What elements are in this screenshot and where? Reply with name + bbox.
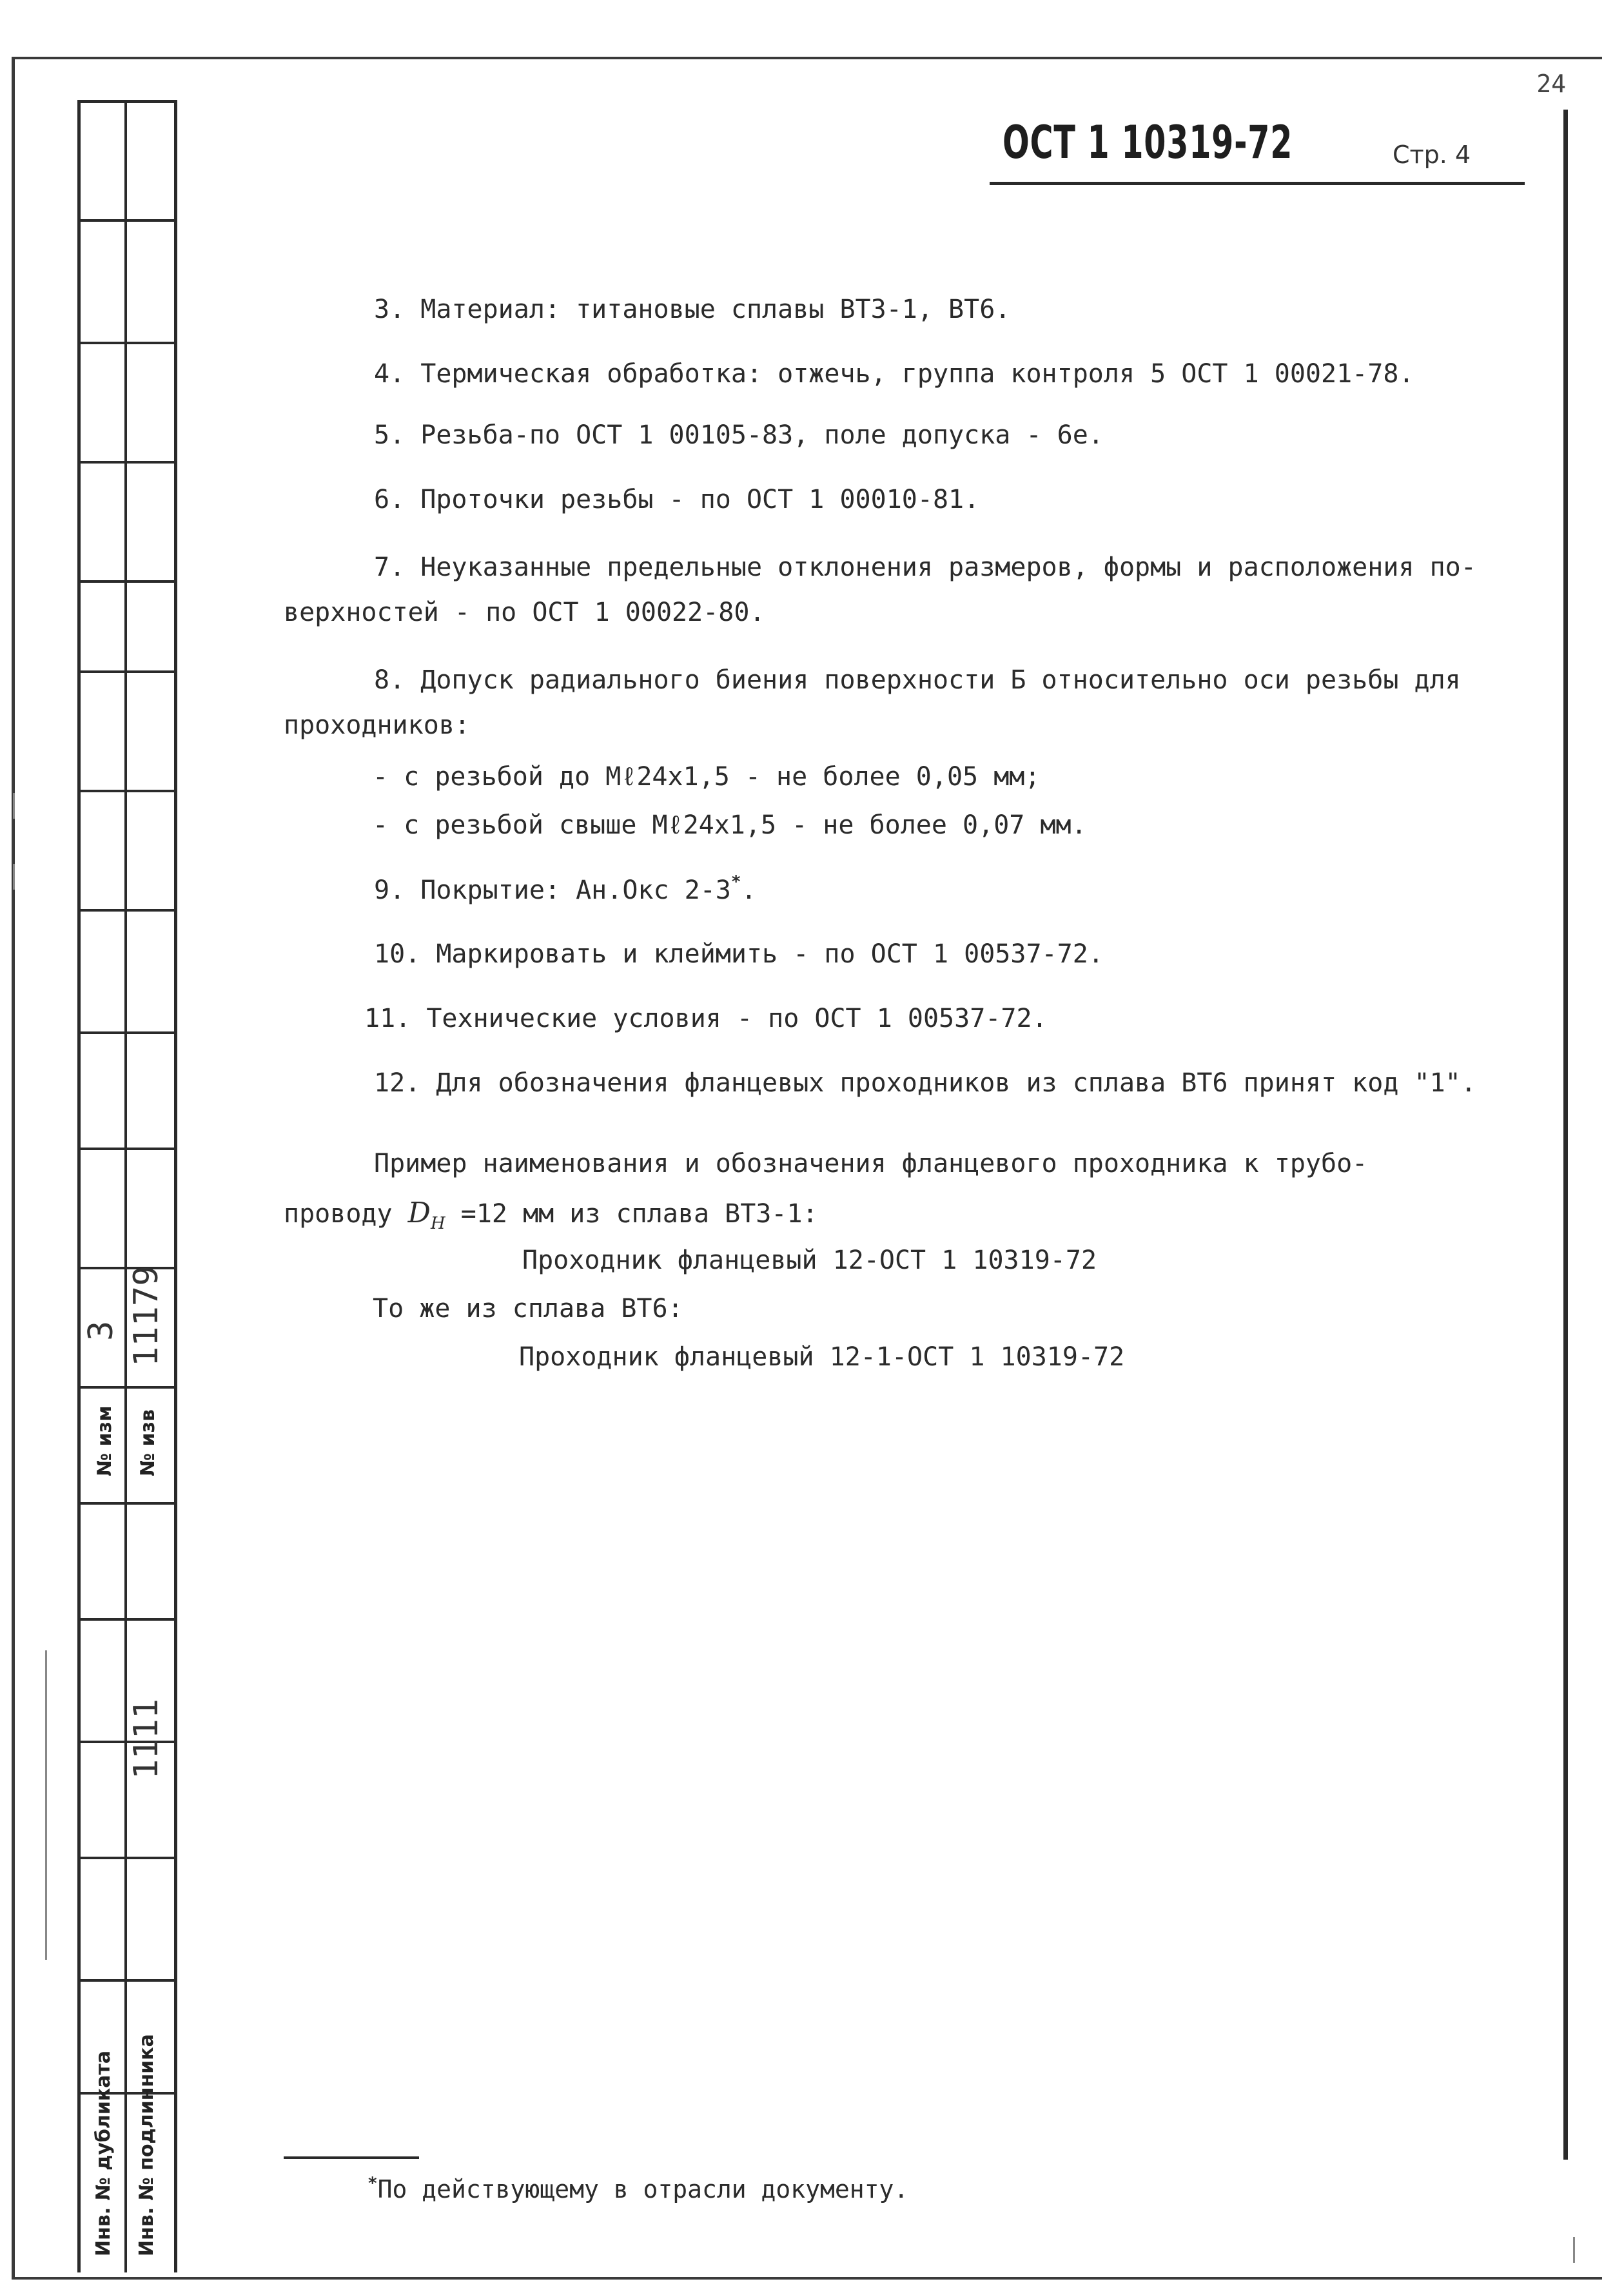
stamp-divider: [77, 790, 174, 792]
example-designation-2: Проходник фланцевый 12-1-ОСТ 1 10319-72: [519, 1342, 1125, 1372]
example-line1: Пример наименования и обозначения фланцевого проходника к трубо-: [374, 1149, 1368, 1178]
stamp-izm-value: 3: [82, 1320, 121, 1341]
side-stamp-strip: [77, 100, 177, 2272]
item-9-text: 9. Покрытие: Ан.Окс 2-3: [374, 875, 731, 905]
item-9-footnote-mark: *: [730, 872, 741, 892]
stamp-izv-value: 11179: [127, 1265, 166, 1367]
stamp-divider: [77, 461, 174, 464]
item-8-line1: 8. Допуск радиального биения поверхности Б относительно оси резьбы для: [374, 665, 1461, 695]
stamp-divider: [77, 670, 174, 673]
item-3: 3. Материал: титановые сплавы ВТ3-1, ВТ6.: [374, 295, 1011, 324]
item-7-line2: верхностей - по ОСТ 1 00022-80.: [284, 598, 765, 627]
scan-mark: [13, 864, 15, 890]
stamp-divider: [77, 1502, 174, 1505]
stamp-dubl-label: Инв. № дубликата: [92, 2050, 115, 2256]
item-10: 10. Маркировать и клеймить - по ОСТ 1 00537-72.: [374, 939, 1104, 969]
stamp-divider: [77, 1386, 174, 1389]
item-4: 4. Термическая обработка: отжечь, группа контроля 5 ОСТ 1 00021-78.: [374, 359, 1414, 389]
item-7-line1: 7. Неуказанные предельные отклонения размеров, формы и расположения по-: [374, 552, 1476, 582]
footnote-mark: *: [367, 2174, 378, 2193]
item-8-line2: проходников:: [284, 710, 470, 740]
item-9: [374, 874, 757, 903]
stamp-divider: [77, 219, 174, 222]
scan-mark: [1573, 2237, 1575, 2263]
scan-mark: [13, 793, 15, 819]
footnote-text: По действующему в отрасли документу.: [377, 2175, 909, 2203]
stamp-divider: [77, 1618, 174, 1621]
example-line2: [284, 1199, 818, 1232]
page-right-border: [1563, 110, 1568, 2160]
sheet-number: 24: [1536, 70, 1566, 98]
item-6: 6. Проточки резьбы - по ОСТ 1 00010-81.: [374, 485, 980, 514]
stamp-divider: [77, 1031, 174, 1034]
stamp-divider: [77, 1857, 174, 1859]
footnote-rule: [284, 2156, 419, 2159]
document-code: ОСТ 1 10319-72: [1003, 116, 1293, 169]
example-same-text: То же из сплава ВТ6:: [373, 1294, 683, 1324]
stamp-divider: [77, 580, 174, 583]
item-9-end: .: [741, 875, 757, 905]
item-8-thread-large: - с резьбой свыше Мℓ24х1,5 - не более 0,07 мм.: [373, 810, 1087, 840]
header-underline: [990, 182, 1525, 185]
item-5: 5. Резьба-по ОСТ 1 00105-83, поле допуска - 6е.: [374, 420, 1104, 450]
stamp-inv-value: 1111: [127, 1698, 166, 1779]
scan-mark: [45, 1650, 47, 1960]
example-line2-start: проводу: [284, 1199, 393, 1229]
stamp-divider: [77, 1148, 174, 1150]
item-8-thread-small: - с резьбой до Мℓ24х1,5 - не более 0,05 мм;: [373, 762, 1041, 792]
stamp-izv-label: № изв: [137, 1409, 159, 1476]
stamp-izm-label: № изм: [93, 1405, 116, 1476]
nominal-diameter-symbol: $D_Н$: [407, 1197, 445, 1233]
stamp-divider: [77, 342, 174, 344]
item-12: 12. Для обозначения фланцевых проходников из сплава ВТ6 принят код "1".: [374, 1068, 1476, 1098]
stamp-podl-label: Инв. № подлинника: [135, 2034, 158, 2256]
stamp-divider: [77, 1979, 174, 1982]
page-label: Стр. 4: [1393, 141, 1471, 169]
item-11: 11. Технические условия - по ОСТ 1 00537-72.: [364, 1004, 1048, 1033]
example-designation-1: Проходник фланцевый 12-ОСТ 1 10319-72: [522, 1246, 1097, 1275]
footnote: [367, 2174, 908, 2203]
example-line2-end: =12 мм из сплава ВТ3-1:: [460, 1199, 818, 1229]
stamp-divider: [77, 909, 174, 912]
